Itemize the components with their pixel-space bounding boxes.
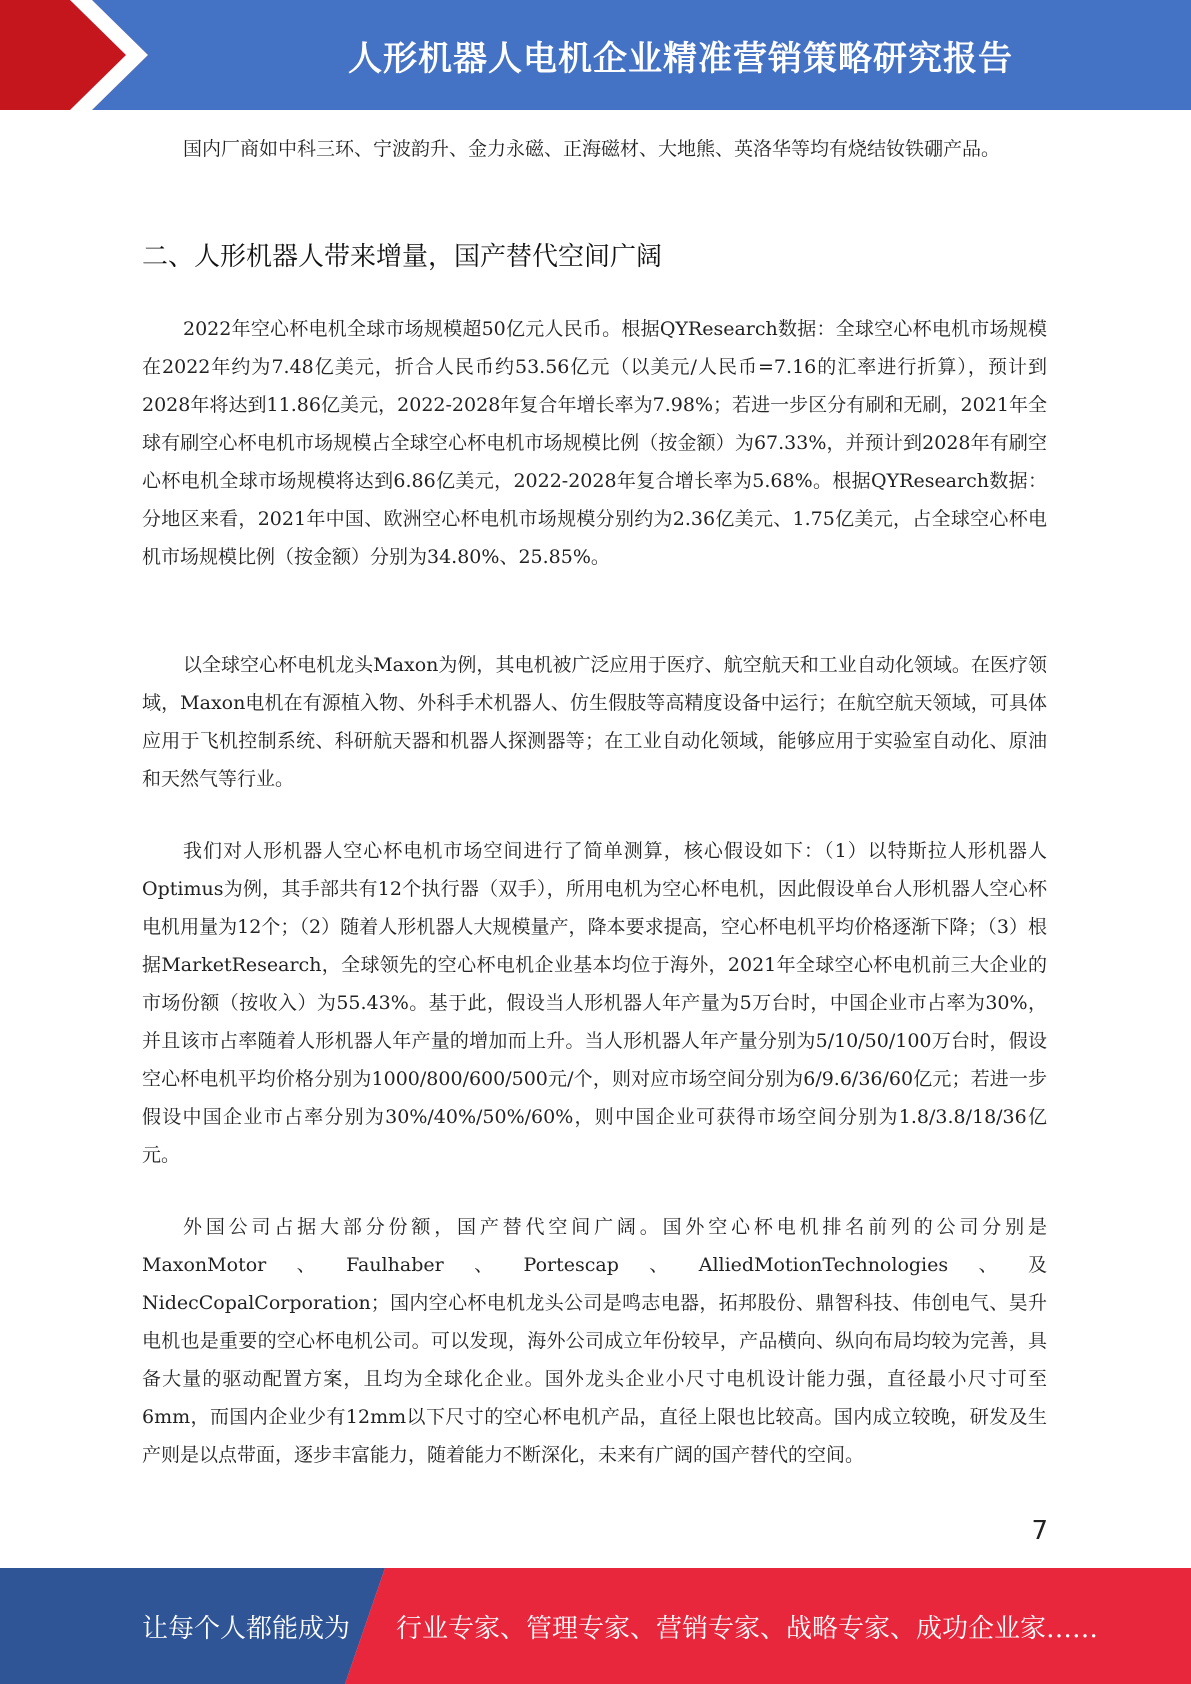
paragraph-market-estimate: 我们对人形机器人空心杯电机市场空间进行了简单测算，核心假设如下：（1）以特斯拉人形机器人Optimus为例，其手部共有12个执行器（双手），所用电机为空心杯电机，因此假设单台人形机器人空心杯电机用量为12个；（2）随着人形机器人大规模量产，降本要求提高，空心杯电机平均价格逐渐下降；（3）根据MarketResearch，全球领先的空心杯电机企业基本均位于海外，2021年全球空心杯电机前三大企业的市场份额（按收入）为55.43%。基于此，假设当人形机器人年产量为5万台时，中国企业市占率为30%，并且该市占率随着人形机器人年产量的增加而上升。当人形机器人年产量分别为5/10/50/100万台时，假设空心杯电机平均价格分别为1000/800/600/500元/个，则对应市场空间分别为6/9.6/36/60亿元；若进一步假设中国企业市占率分别为30%/40%/50%/60%，则中国企业可获得市场空间分别为1.8/3.8/18/36亿元。: [142, 840, 1047, 1166]
paragraph-intro: 国内厂商如中科三环、宁波韵升、金力永磁、正海磁材、大地熊、英洛华等均有烧结钕铁硼产品。: [183, 138, 1001, 160]
footer-banner: [0, 1568, 1191, 1684]
footer-slogan-right: 行业专家、管理专家、营销专家、战略专家、成功企业家……: [396, 1613, 1099, 1644]
page-number: 7: [1031, 1516, 1048, 1546]
paragraph-maxon-example: 以全球空心杯电机龙头Maxon为例，其电机被广泛应用于医疗、航空航天和工业自动化领域。在医疗领域，Maxon电机在有源植入物、外科手术机器人、仿生假肢等高精度设备中运行；在航空航天领域，可具体应用于飞机控制系统、科研航天器和机器人探测器等；在工业自动化领域，能够应用于实验室自动化、原油和天然气等行业。: [142, 654, 1047, 790]
footer-slogan-left: 让每个人都能成为: [142, 1613, 351, 1644]
paragraph-domestic-substitution: 外国公司占据大部分份额，国产替代空间广阔。国外空心杯电机排名前列的公司分别是MaxonMotor、Faulhaber、Portescap、AlliedMotionTechnologies、及NidecCopalCorporation；国内空心杯电机龙头公司是鸣志电器，拓邦股份、鼎智科技、伟创电气、昊升电机也是重要的空心杯电机公司。可以发现，海外公司成立年份较早，产品横向、纵向布局均较为完善，具备大量的驱动配置方案，且均为全球化企业。国外龙头企业小尺寸电机设计能力强，直径最小尺寸可至6mm，而国内企业少有12mm以下尺寸的空心杯电机产品，直径上限也比较高。国内成立较晚，研发及生产则是以点带面，逐步丰富能力，随着能力不断深化，未来有广阔的国产替代的空间。: [142, 1216, 1047, 1466]
header-chevron-graphic: [0, 0, 150, 110]
document-title: 人形机器人电机企业精准营销策略研究报告: [348, 38, 1013, 79]
header-banner: [0, 0, 1191, 110]
paragraph-market-size: 2022年空心杯电机全球市场规模超50亿元人民币。根据QYResearch数据：全球空心杯电机市场规模在2022年约为7.48亿美元，折合人民币约53.56亿元（以美元/人民币=7.16的汇率进行折算），预计到2028年将达到11.86亿美元，2022-2028年复合年增长率为7.98%；若进一步区分有刷和无刷，2021年全球有刷空心杯电机市场规模占全球空心杯电机市场规模比例（按金额）为67.33%，并预计到2028年有刷空心杯电机全球市场规模将达到6.86亿美元，2022-2028年复合增长率为5.68%。根据QYResearch数据：分地区来看，2021年中国、欧洲空心杯电机市场规模分别约为2.36亿美元、1.75亿美元，占全球空心杯电机市场规模比例（按金额）分别为34.80%、25.85%。: [142, 318, 1047, 568]
section-heading: 二、人形机器人带来增量，国产替代空间广阔: [142, 242, 663, 272]
